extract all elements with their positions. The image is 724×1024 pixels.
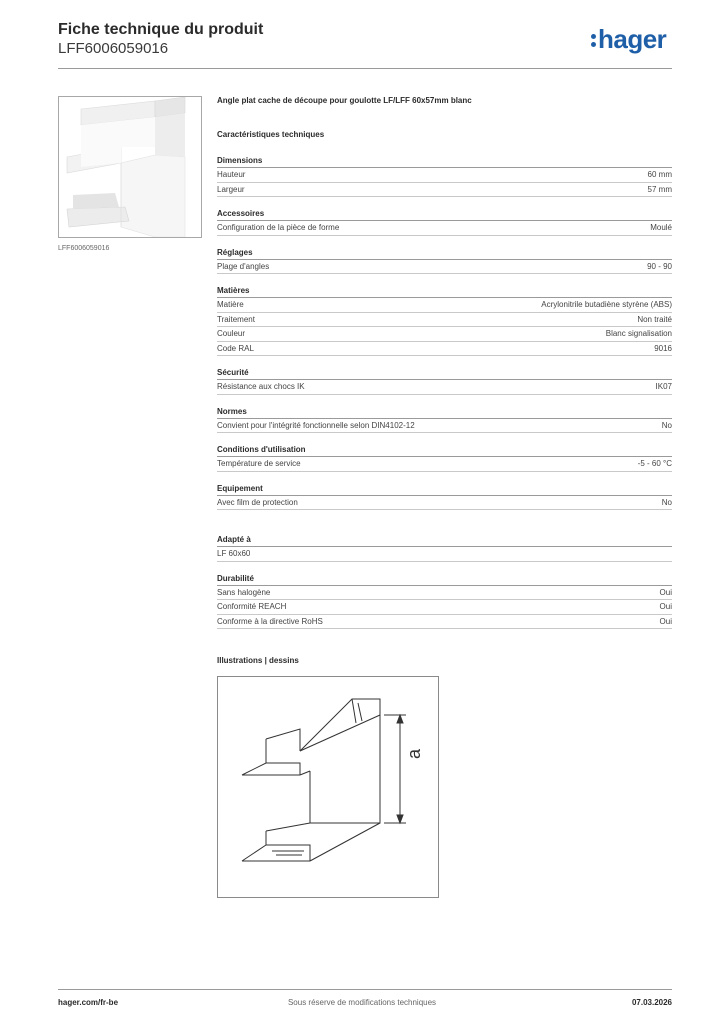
product-title: Angle plat cache de découpe pour goulotte LF/LFF 60x57mm blanc	[217, 96, 472, 105]
spec-row	[217, 313, 672, 328]
section-dimensions	[217, 155, 672, 197]
section-matieres	[217, 285, 672, 356]
flat-angle-drawing-icon	[218, 677, 438, 897]
section-title: Accessoires	[217, 208, 672, 221]
spec-label: Conformité REACH	[217, 602, 287, 611]
spec-label: Avec film de protection	[217, 497, 298, 507]
spec-label: Conforme à la directive RoHS	[217, 616, 323, 626]
spec-value: No	[661, 497, 672, 507]
section-normes	[217, 406, 672, 434]
technical-drawing	[217, 676, 439, 898]
spec-label: Largeur	[217, 184, 245, 194]
spec-value: Moulé	[650, 223, 672, 232]
spec-content	[217, 96, 672, 629]
spec-value: Non traité	[637, 314, 672, 324]
spec-row	[217, 547, 672, 562]
section-title: Dimensions	[217, 155, 672, 168]
spec-value: Oui	[659, 602, 672, 611]
spec-label: Température de service	[217, 459, 301, 468]
footer-website-link[interactable]: hager.com/fr-be	[58, 998, 119, 1007]
section-title: Sécurité	[217, 367, 672, 380]
spec-label: Plage d'angles	[217, 261, 270, 271]
spec-row	[217, 496, 672, 511]
spec-row	[217, 168, 672, 183]
logo-text: hager	[598, 24, 667, 54]
page-title: Fiche technique du produit	[58, 21, 264, 38]
spec-row	[217, 380, 672, 395]
spec-value: IK07	[655, 382, 672, 391]
section-adapte	[217, 534, 672, 562]
spec-label: Couleur	[217, 329, 246, 338]
spec-label: Matière	[217, 300, 244, 309]
product-thumbnail	[58, 96, 202, 238]
section-title: Durabilité	[217, 573, 672, 586]
spec-value: 57 mm	[647, 184, 672, 194]
spec-row	[217, 183, 672, 198]
spec-value: 9016	[654, 343, 672, 353]
spec-value: Blanc signalisation	[605, 329, 672, 338]
spec-row	[217, 221, 672, 236]
footer-date: 07.03.2026	[631, 998, 672, 1007]
spec-value: 90 - 90	[647, 261, 672, 271]
spec-label: LF 60x60	[217, 549, 251, 558]
section-accessoires	[217, 208, 672, 236]
spec-row	[217, 260, 672, 275]
illustrations-title: Illustrations | dessins	[217, 656, 299, 665]
section-title: Normes	[217, 406, 672, 419]
footer-divider	[58, 989, 672, 990]
spec-label: Hauteur	[217, 170, 246, 179]
spec-row	[217, 457, 672, 472]
spec-row	[217, 615, 672, 630]
spec-heading: Caractéristiques techniques	[217, 130, 325, 139]
header-divider	[58, 68, 672, 69]
section-title: Equipement	[217, 483, 672, 496]
spec-label: Résistance aux chocs IK	[217, 382, 305, 391]
spec-row	[217, 298, 672, 313]
spec-label: Sans halogène	[217, 587, 271, 597]
spec-row	[217, 586, 672, 601]
section-title: Réglages	[217, 247, 672, 260]
spec-value: No	[661, 420, 672, 430]
spec-row	[217, 419, 672, 434]
spec-label: Convient pour l'intégrité fonctionnelle selon DIN4102-12	[217, 420, 415, 430]
thumbnail-caption: LFF6006059016	[58, 245, 110, 252]
spec-label: Code RAL	[217, 343, 254, 353]
spec-value: -5 - 60 °C	[637, 459, 672, 468]
logo-colon-icon	[591, 31, 597, 49]
section-title: Adapté à	[217, 534, 672, 547]
spec-value: Oui	[659, 587, 672, 597]
spec-row	[217, 327, 672, 342]
footer-notice: Sous réserve de modifications techniques	[287, 998, 437, 1007]
spec-value: Acrylonitrile butadiène styrène (ABS)	[541, 300, 672, 309]
dimension-label: a	[404, 748, 424, 759]
spec-row	[217, 600, 672, 615]
product-reference: LFF6006059016	[58, 40, 169, 57]
spec-value: Oui	[659, 616, 672, 626]
section-title: Conditions d'utilisation	[217, 444, 672, 457]
spec-value: 60 mm	[647, 170, 672, 179]
section-securite	[217, 367, 672, 395]
hager-logo[interactable]	[591, 26, 666, 52]
section-equipement	[217, 483, 672, 511]
section-conditions	[217, 444, 672, 472]
section-durabilite	[217, 573, 672, 630]
spec-row	[217, 342, 672, 357]
spec-label: Configuration de la pièce de forme	[217, 223, 340, 232]
section-reglages	[217, 247, 672, 275]
spec-label: Traitement	[217, 314, 255, 324]
section-title: Matières	[217, 285, 672, 298]
product-photo-icon	[59, 97, 201, 237]
